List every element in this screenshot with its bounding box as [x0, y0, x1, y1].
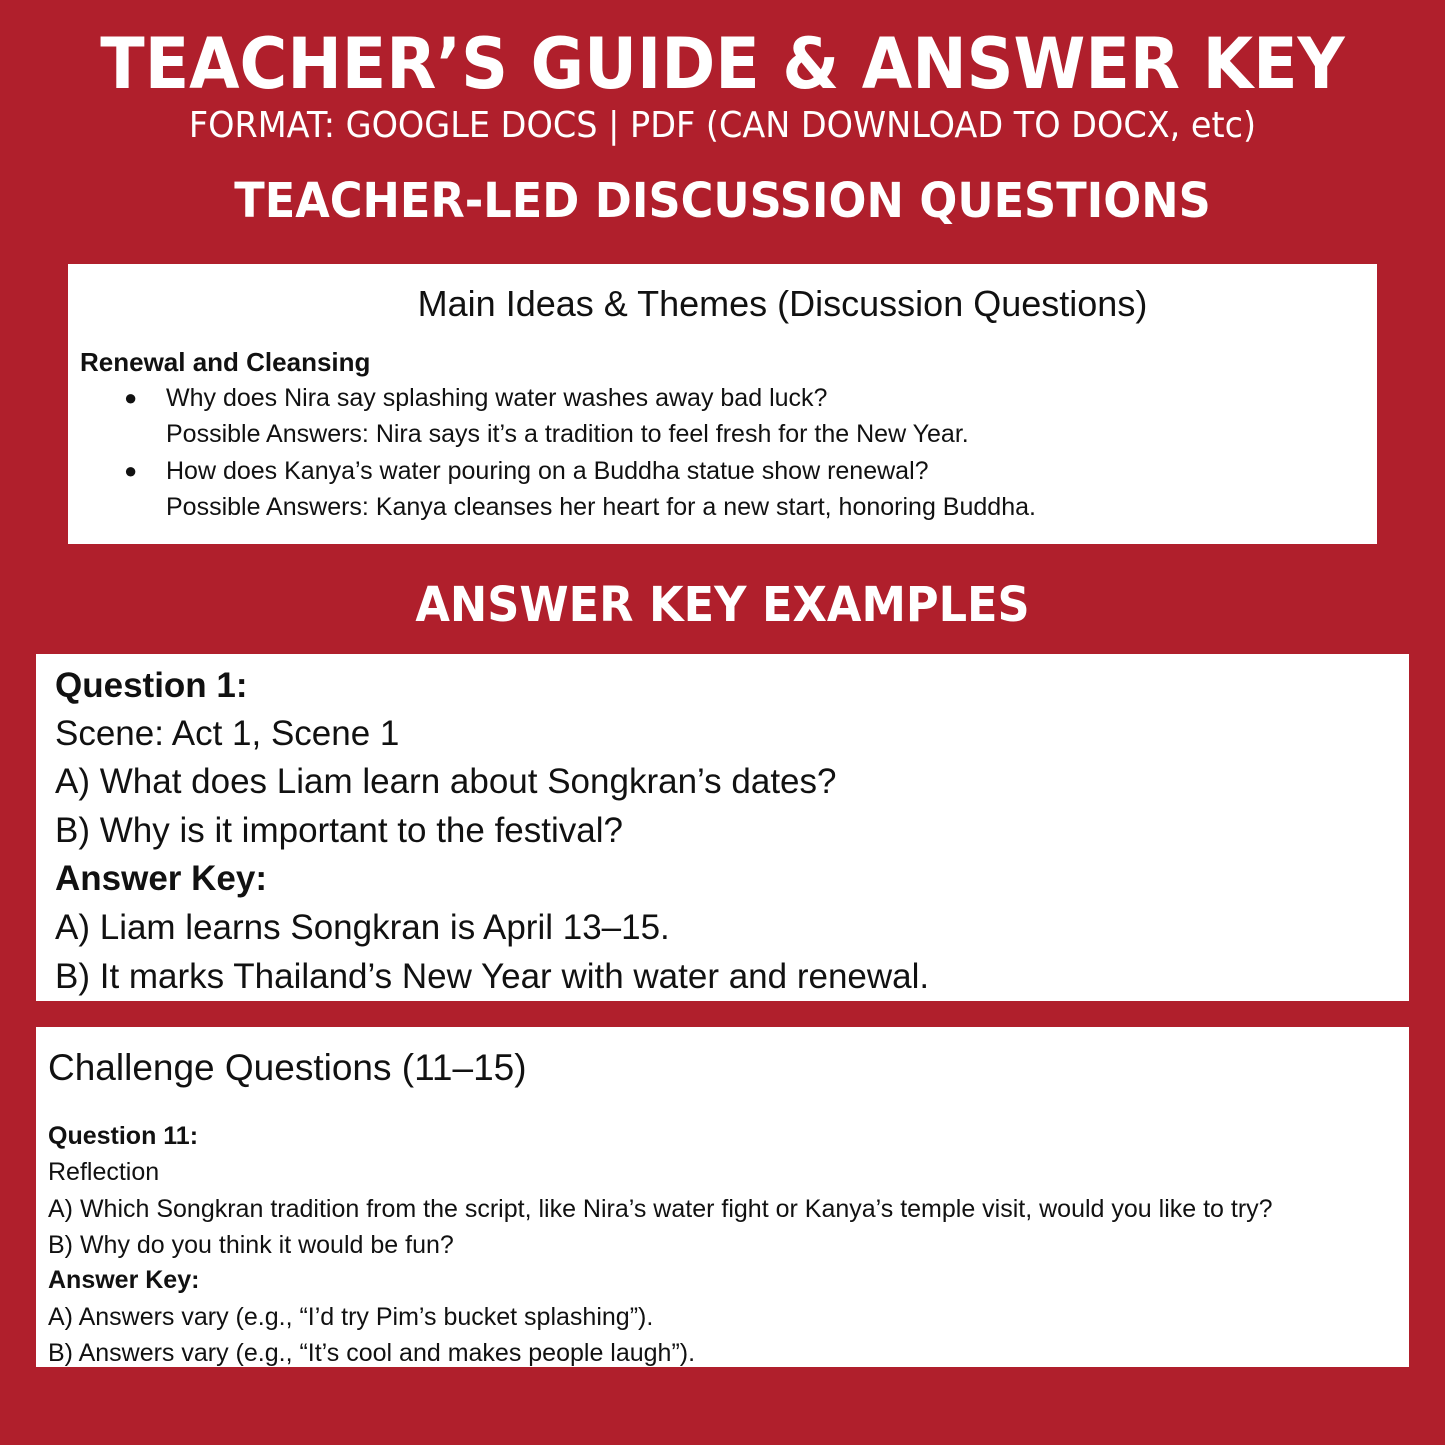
- bullet-icon: ●: [124, 385, 138, 410]
- discussion-subheading: Renewal and Cleansing: [80, 347, 371, 377]
- discussion-answer: Possible Answers: Kanya cleanses her heart for a new start, honoring Buddha.: [166, 493, 1036, 521]
- section-title-answer-key: ANSWER KEY EXAMPLES: [415, 577, 1030, 633]
- discussion-question: Why does Nira say splashing water washes away bad luck?: [166, 384, 828, 412]
- section-title-discussion: TEACHER-LED DISCUSSION QUESTIONS: [234, 173, 1211, 229]
- answer-key-label: Answer Key:: [55, 859, 268, 898]
- question-b: B) Why do you think it would be fun?: [48, 1231, 454, 1259]
- discussion-question: How does Kanya’s water pouring on a Buddha statue show renewal?: [166, 457, 929, 485]
- page-title: TEACHER’S GUIDE & ANSWER KEY: [100, 23, 1345, 105]
- question-a: A) What does Liam learn about Songkran’s dates?: [55, 762, 837, 801]
- question-label: Question 11:: [48, 1122, 199, 1150]
- answer-key-label: Answer Key:: [48, 1266, 200, 1294]
- answer-b: B) Answers vary (e.g., “It’s cool and makes people laugh”).: [48, 1339, 696, 1367]
- bullet-icon: ●: [124, 458, 138, 483]
- discussion-panel: [68, 264, 1377, 544]
- answer-a: A) Liam learns Songkran is April 13–15.: [55, 908, 670, 947]
- format-subtitle: FORMAT: GOOGLE DOCS | PDF (CAN DOWNLOAD TO DOCX, etc): [188, 105, 1257, 146]
- challenge-panel: [36, 1027, 1409, 1367]
- scene-text: Scene: Act 1, Scene 1: [55, 714, 400, 753]
- question-label: Question 1:: [55, 666, 248, 705]
- question-a: A) Which Songkran tradition from the script, like Nira’s water fight or Kanya’s temple visit, would you like to try?: [48, 1195, 1273, 1223]
- question-b: B) Why is it important to the festival?: [55, 811, 623, 850]
- answer-key-panel: [36, 654, 1409, 1001]
- discussion-answer: Possible Answers: Nira says it’s a tradition to feel fresh for the New Year.: [166, 420, 969, 448]
- category-text: Reflection: [48, 1158, 160, 1186]
- challenge-heading: Challenge Questions (11–15): [48, 1047, 527, 1088]
- answer-a: A) Answers vary (e.g., “I’d try Pim’s bucket splashing”).: [48, 1303, 654, 1331]
- answer-b: B) It marks Thailand’s New Year with water and renewal.: [55, 957, 930, 996]
- discussion-heading: Main Ideas & Themes (Discussion Questions): [417, 283, 1148, 324]
